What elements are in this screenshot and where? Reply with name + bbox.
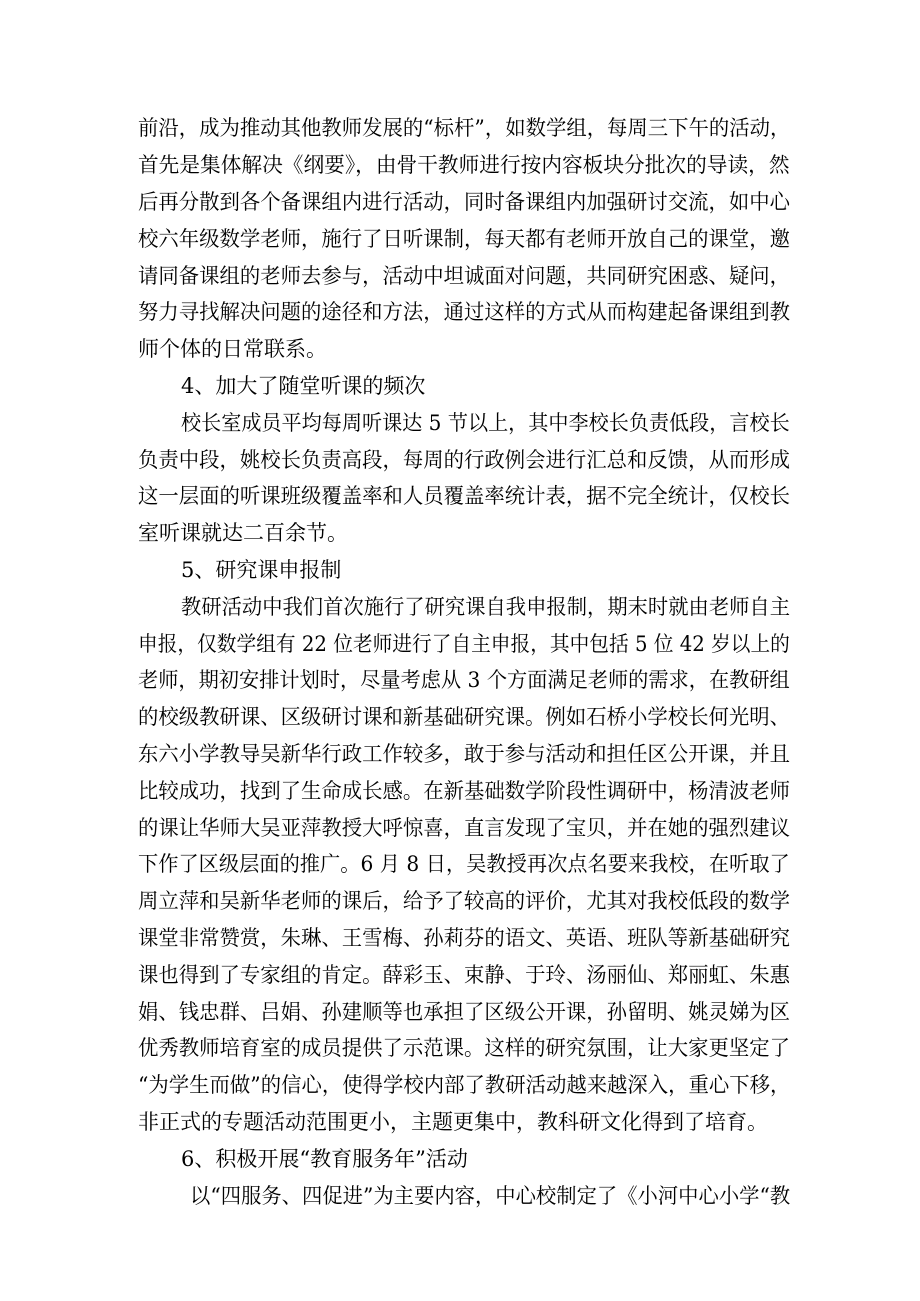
text-line: 请同备课组的老师去参与，活动中坦诚面对问题，共同研究困惑、疑问， — [138, 264, 790, 288]
text-line: 老师，期初安排计划时，尽量考虑从 3 个方面满足老师的需求，在教研组 — [138, 668, 790, 692]
text-line: 课也得到了专家组的肯定。薛彩玉、束静、于玲、汤丽仙、郑丽虹、朱惠 — [138, 963, 790, 987]
text-line: 教研活动中我们首次施行了研究课自我申报制，期末时就由老师自主 — [181, 595, 791, 619]
text-line: 非正式的专题活动范围更小，主题更集中，教科研文化得到了培育。 — [138, 1110, 768, 1134]
text-line: 努力寻找解决问题的途径和方法，通过这样的方式从而构建起备课组到教 — [138, 300, 790, 324]
text-line: 后再分散到各个备课组内进行活动，同时备课组内加强研讨交流，如中心 — [138, 190, 790, 214]
text-line: 前沿，成为推动其他教师发展的“标杆”，如数学组，每周三下午的活动， — [138, 116, 791, 140]
text-line: 比较成功，找到了生命成长感。在新基础数学阶段性调研中，杨清波老师 — [138, 779, 790, 803]
text-line: 娟、钱忠群、吕娟、孙建顺等也承担了区级公开课，孙留明、姚灵娣为区 — [138, 1000, 790, 1024]
text-line: 周立萍和吴新华老师的课后，给予了较高的评价，尤其对我校低段的数学 — [138, 889, 790, 913]
text-line: 校长室成员平均每周听课达 5 节以上，其中李校长负责低段，言校长 — [181, 411, 790, 435]
section-heading: 6、积极开展“教育服务年”活动 — [181, 1147, 468, 1171]
text-line: 下作了区级层面的推广。6 月 8 日，吴教授再次点名要来我校，在听取了 — [138, 852, 790, 876]
text-line: 东六小学教导吴新华行政工作较多，敢于参与活动和担任区公开课，并且 — [138, 742, 790, 766]
text-line: 校六年级数学老师，施行了日听课制，每天都有老师开放自己的课堂，邀 — [138, 227, 790, 251]
text-line: 负责中段，姚校长负责高段，每周的行政例会进行汇总和反馈，从而形成 — [138, 448, 790, 472]
text-line: 优秀教师培育室的成员提供了示范课。这样的研究氛围，让大家更坚定了 — [138, 1036, 790, 1060]
text-line: 申报，仅数学组有 22 位老师进行了自主申报，其中包括 5 位 42 岁以上的 — [138, 632, 790, 656]
text-line: “为学生而做”的信心，使得学校内部了教研活动越来越深入，重心下移， — [138, 1073, 791, 1097]
text-line: 以“四服务、四促进”为主要内容，中心校制定了《小河中心小学“教 — [190, 1184, 791, 1208]
section-heading: 5、研究课申报制 — [181, 558, 342, 582]
text-line: 的课让华师大吴亚萍教授大呼惊喜，直言发现了宝贝，并在她的强烈建议 — [138, 816, 790, 840]
text-line: 师个体的日常联系。 — [138, 337, 327, 361]
text-line: 的校级教研课、区级研讨课和新基础研究课。例如石桥小学校长何光明、 — [138, 705, 790, 729]
text-line: 这一层面的听课班级覆盖率和人员覆盖率统计表，据不完全统计，仅校长 — [138, 484, 790, 508]
section-heading: 4、加大了随堂听课的频次 — [181, 374, 426, 398]
text-line: 课堂非常赞赏，朱琳、王雪梅、孙莉芬的语文、英语、班队等新基础研究 — [138, 926, 790, 950]
text-line: 首先是集体解决《纲要》，由骨干教师进行按内容板块分批次的导读，然 — [138, 153, 790, 177]
text-line: 室听课就达二百余节。 — [138, 521, 348, 545]
